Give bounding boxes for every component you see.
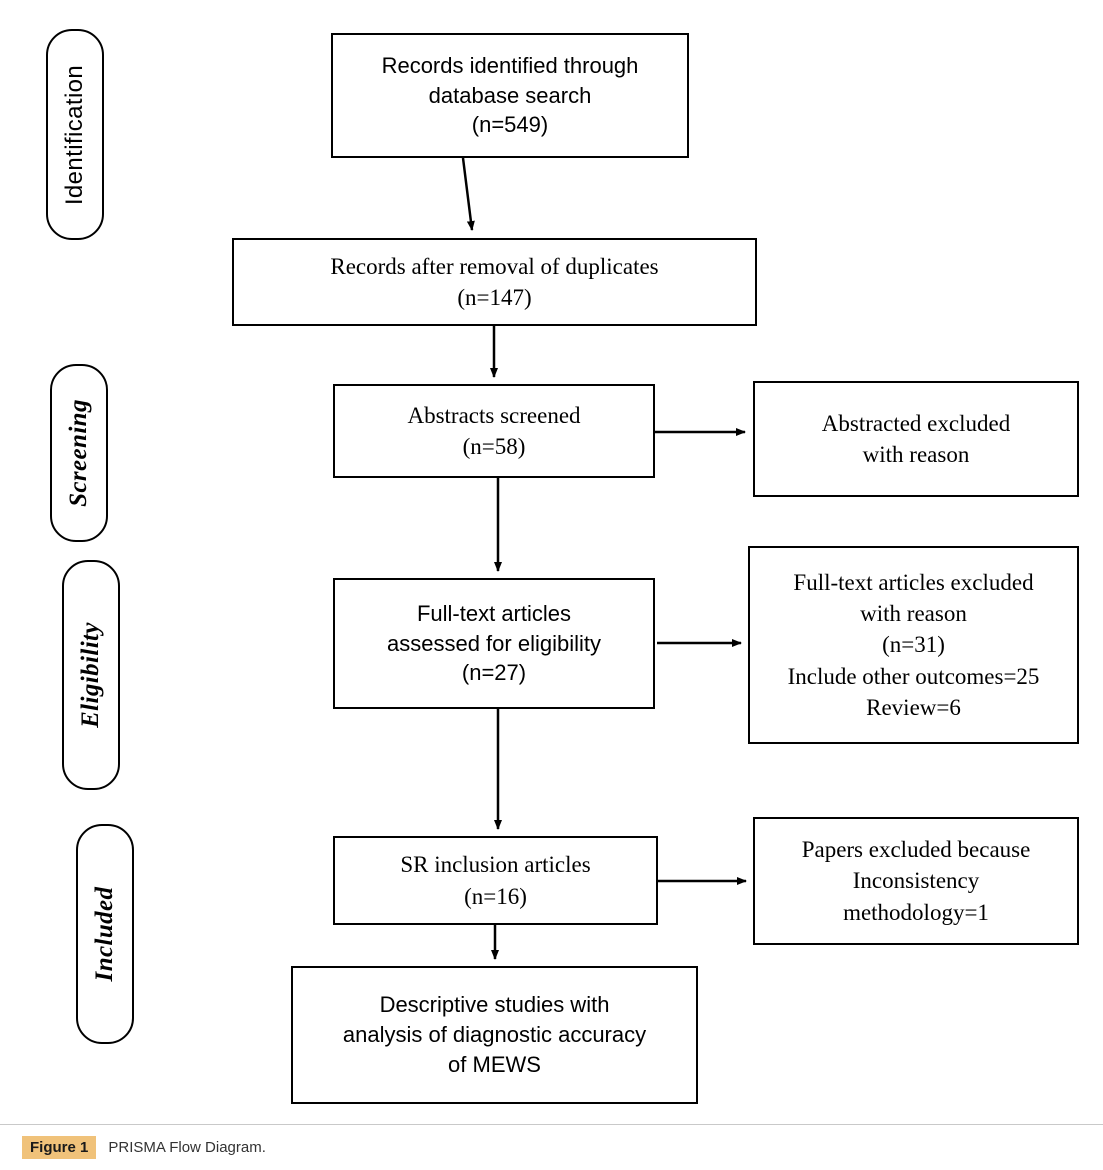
stage-label-eligibility-text: Eligibility xyxy=(77,622,104,728)
box-line: Full-text articles xyxy=(416,600,572,626)
box-descriptive-studies xyxy=(291,966,698,1104)
stage-label-included-text: Included xyxy=(91,886,118,982)
box-line: (n=549) xyxy=(471,112,549,138)
box-line: (n=147) xyxy=(457,285,532,310)
box-abstracts-excluded xyxy=(753,381,1079,497)
box-line: Include other outcomes=25 xyxy=(787,663,1040,689)
box-records-after-duplicates xyxy=(232,238,757,326)
box-line: Papers excluded because xyxy=(801,837,1031,863)
box-line: (n=58) xyxy=(462,434,526,459)
box-line: Descriptive studies with xyxy=(379,992,610,1018)
box-records-identified xyxy=(331,33,689,158)
box-sr-inclusion-articles xyxy=(333,836,658,925)
stage-label-identification-text: Identification xyxy=(61,64,88,205)
box-line: (n=27) xyxy=(461,660,527,686)
box-line: methodology=1 xyxy=(843,899,989,925)
box-fulltext-excluded xyxy=(748,546,1079,744)
box-line: Inconsistency xyxy=(852,868,980,894)
stage-label-screening-text: Screening xyxy=(65,399,92,507)
box-line: SR inclusion articles xyxy=(400,852,591,878)
box-fulltext-assessed xyxy=(333,578,655,709)
figure-caption-text: PRISMA Flow Diagram. xyxy=(108,1138,266,1156)
stage-label-identification xyxy=(46,29,104,240)
box-line: with reason xyxy=(862,442,970,467)
box-line: Review=6 xyxy=(866,694,961,720)
arrow-identified-to-duplicates xyxy=(463,158,472,230)
box-papers-excluded xyxy=(753,817,1079,945)
box-line: assessed for eligibility xyxy=(387,630,601,656)
box-line: with reason xyxy=(860,601,967,627)
box-line: Abstracts screened xyxy=(407,402,581,428)
box-line: Abstracted excluded xyxy=(821,410,1011,436)
box-line: Full-text articles excluded xyxy=(793,570,1034,596)
stage-label-screening xyxy=(50,364,108,542)
box-line: (n=16) xyxy=(464,883,527,909)
box-line: Records identified through xyxy=(381,52,639,78)
box-line: Records after removal of duplicates xyxy=(330,253,659,279)
box-line: database search xyxy=(428,82,592,108)
box-abstracts-screened xyxy=(333,384,655,478)
box-line: of MEWS xyxy=(448,1051,541,1077)
figure-number: Figure 1 xyxy=(22,1136,96,1159)
stage-label-eligibility xyxy=(62,560,120,790)
figure-caption xyxy=(22,1132,1082,1162)
box-line: analysis of diagnostic accuracy xyxy=(342,1022,647,1048)
caption-divider xyxy=(0,1124,1103,1125)
box-line: (n=31) xyxy=(882,632,945,658)
stage-label-included xyxy=(76,824,134,1044)
